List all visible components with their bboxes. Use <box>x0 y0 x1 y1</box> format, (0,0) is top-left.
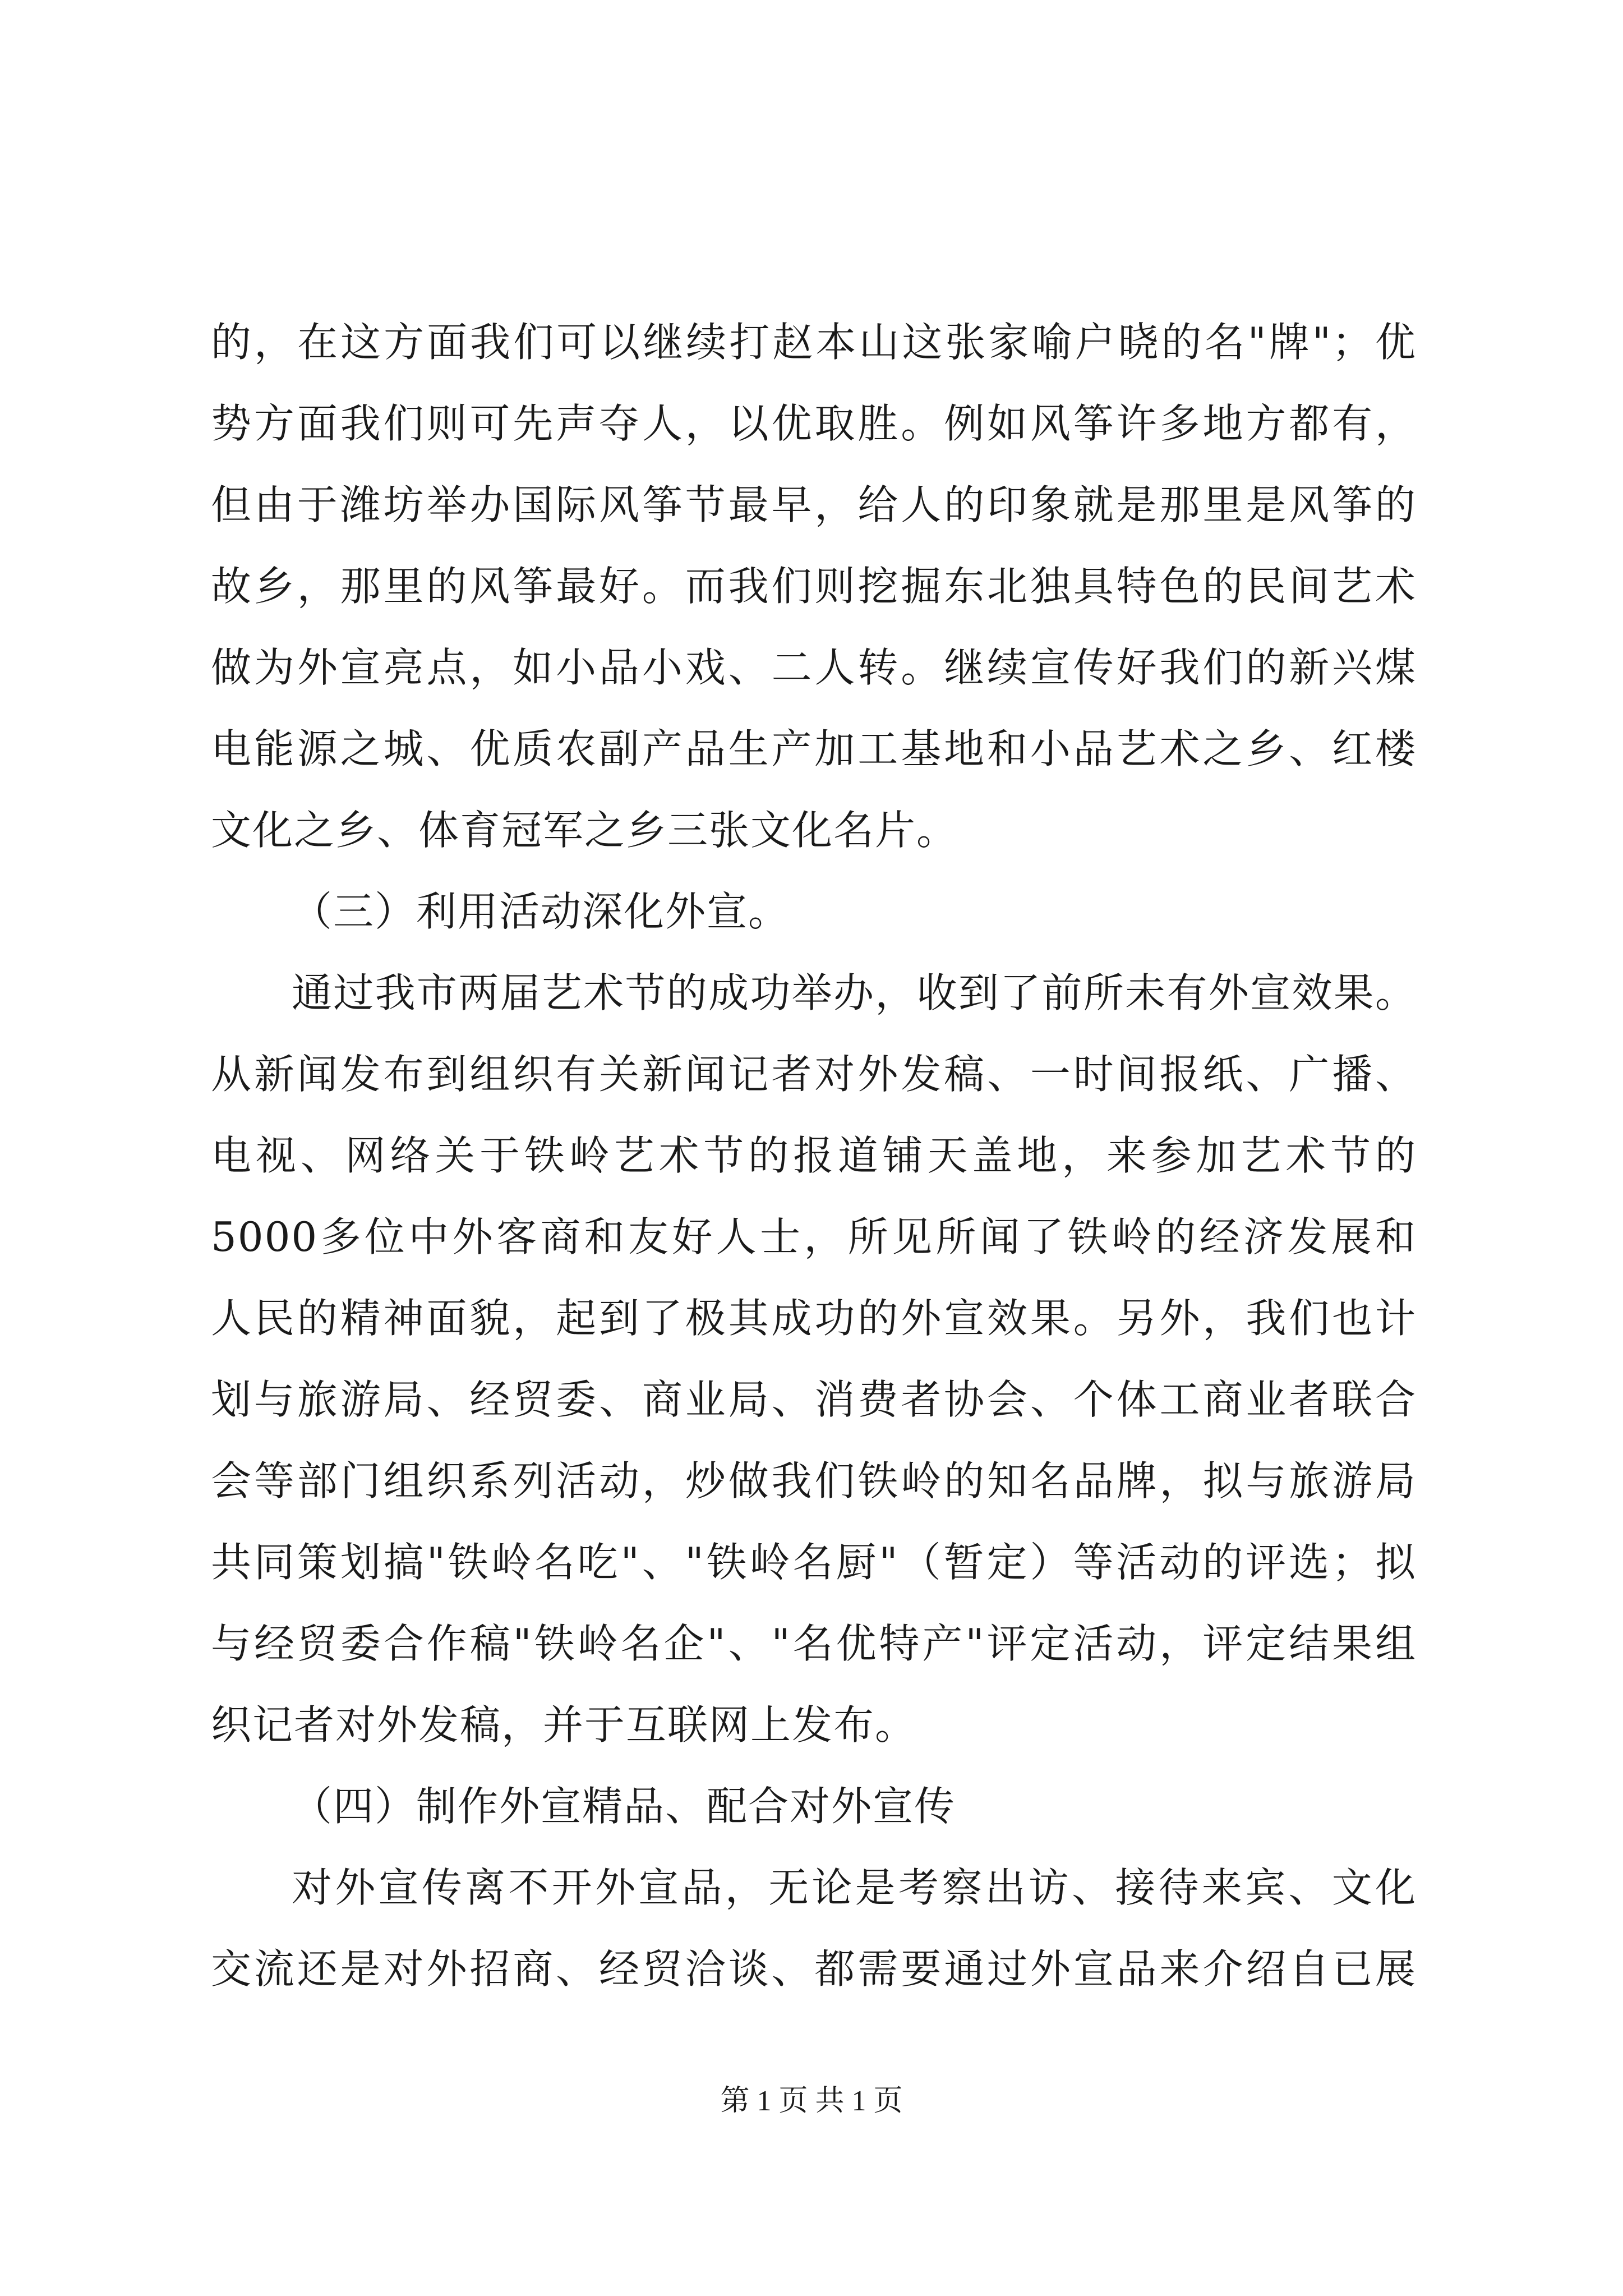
text-line: 从新闻发布到组织有关新闻记者对外发稿、一时间报纸、广播、 <box>211 1051 1417 1098</box>
text-line: （三）利用活动深化外宣。 <box>292 888 790 935</box>
text-line: 织记者对外发稿，并于互联网上发布。 <box>211 1701 917 1749</box>
text-line: 共同策划搞"铁岭名吃"、"铁岭名厨"（暂定）等活动的评选；拟 <box>211 1539 1417 1586</box>
text-line: 5000多位中外客商和友好人士，所见所闻了铁岭的经济发展和 <box>211 1213 1417 1260</box>
text-line: 文化之乡、体育冠军之乡三张文化名片。 <box>211 807 958 854</box>
text-line: 会等部门组织系列活动，炒做我们铁岭的知名品牌，拟与旅游局 <box>211 1457 1417 1504</box>
text-line: 通过我市两届艺术节的成功举办，收到了前所未有外宣效果。 <box>292 969 1417 1016</box>
body-text <box>211 302 1417 2010</box>
text-line: 做为外宣亮点，如小品小戏、二人转。继续宣传好我们的新兴煤 <box>211 644 1417 691</box>
page-footer: 第 1 页 共 1 页 <box>720 2085 903 2117</box>
text-line: 划与旅游局、经贸委、商业局、消费者协会、个体工商业者联合 <box>211 1376 1417 1423</box>
text-line: 对外宣传离不开外宣品，无论是考察出访、接待来宾、文化 <box>292 1864 1417 1911</box>
text-line: 但由于潍坊举办国际风筝节最早，给人的印象就是那里是风筝的 <box>211 481 1417 528</box>
text-line: 的，在这方面我们可以继续打赵本山这张家喻户晓的名"牌"；优 <box>211 319 1417 366</box>
text-line: 势方面我们则可先声夺人，以优取胜。例如风筝许多地方都有， <box>211 400 1417 447</box>
text-line: 电能源之城、优质农副产品生产加工基地和小品艺术之乡、红楼 <box>211 725 1417 772</box>
text-line: 电视、网络关于铁岭艺术节的报道铺天盖地，来参加艺术节的 <box>211 1132 1417 1179</box>
text-line: 与经贸委合作稿"铁岭名企"、"名优特产"评定活动，评定结果组 <box>211 1620 1417 1667</box>
text-line: 人民的精神面貌，起到了极其成功的外宣效果。另外，我们也计 <box>211 1295 1417 1342</box>
text-line: （四）制作外宣精品、配合对外宣传 <box>292 1783 956 1830</box>
text-line: 故乡，那里的风筝最好。而我们则挖掘东北独具特色的民间艺术 <box>211 563 1417 610</box>
text-line: 交流还是对外招商、经贸洽谈、都需要通过外宣品来介绍自已展 <box>211 1945 1417 1993</box>
